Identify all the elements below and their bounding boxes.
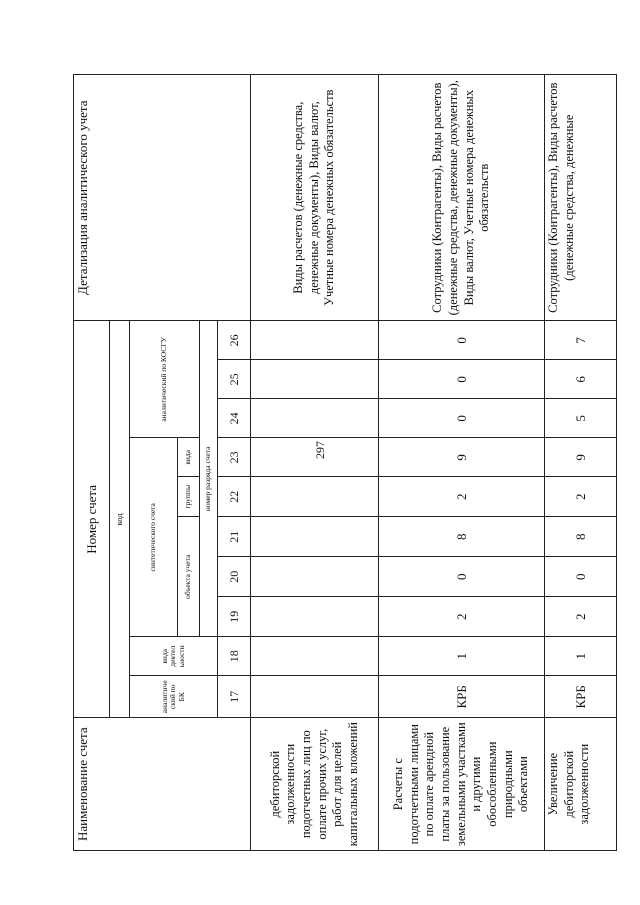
row-detail: Виды расчетов (денежные средства, денежные документы), Виды валют, Учетные номера денежных обязательств [251, 75, 379, 321]
cell: 1 [545, 637, 617, 676]
cell: 0 [379, 557, 545, 597]
cell [251, 637, 379, 676]
cell: 0 [379, 399, 545, 438]
cell [251, 517, 379, 557]
header-activity: вида деятел ьности [130, 637, 218, 676]
header-synthetic: синтетического счета [130, 438, 178, 637]
cell [251, 676, 379, 718]
col-17: 17 [218, 676, 251, 718]
cell: 0 [379, 321, 545, 360]
cell: 0 [379, 360, 545, 399]
row-name: дебиторской задолженности подотчетных лиц по оплате прочих услуг, работ для целей капитальных вложений [251, 718, 379, 851]
cell [251, 597, 379, 637]
cell [251, 321, 379, 360]
col-23: 23 [218, 438, 251, 477]
cell [251, 399, 379, 438]
row-name: Расчеты с подотчетными лицами по оплате арендной платы за пользование земельными участками и другими обособленными природными объектами [379, 718, 545, 851]
table-row [251, 75, 379, 851]
col-20: 20 [218, 557, 251, 597]
header-analytic-bk: аналитиче ский по БК [130, 676, 218, 718]
header-account-number: Номер счета [74, 321, 110, 718]
row-detail: Сотрудники (Контрагенты), Виды расчетов (денежные средства, денежные [545, 75, 617, 321]
row-detail: Сотрудники (Контрагенты), Виды расчетов (денежные средства, денежные документы), Виды валют, Учетные номера денежных обязательств [379, 75, 545, 321]
cell: 9 [379, 438, 545, 477]
cell: 6 [545, 360, 617, 399]
cell: 8 [379, 517, 545, 557]
header-group: группы [178, 477, 200, 517]
table-row [379, 75, 545, 851]
cell [251, 477, 379, 517]
cell: 2 [379, 597, 545, 637]
col-21: 21 [218, 517, 251, 557]
cell: 9 [545, 438, 617, 477]
cell: 0 [545, 557, 617, 597]
row-name: Увеличение дебиторской задолженности [545, 718, 617, 851]
cell: 2 [545, 477, 617, 517]
col-18: 18 [218, 637, 251, 676]
cell: 8 [545, 517, 617, 557]
cell: КРБ [379, 676, 545, 718]
cell: 7 [545, 321, 617, 360]
col-25: 25 [218, 360, 251, 399]
cell [251, 438, 379, 477]
table-row [545, 75, 617, 851]
header-detail: Детализация аналитического учета [74, 75, 251, 321]
cell: КРБ [545, 676, 617, 718]
header-digit-number: номер разряда счета [200, 321, 218, 637]
page-number: 297 [313, 441, 327, 459]
cell: 5 [545, 399, 617, 438]
cell [251, 360, 379, 399]
cell: 2 [545, 597, 617, 637]
header-analytic-kosgu: аналитический по КОСГУ [130, 321, 200, 438]
rotated-table-container [73, 74, 616, 851]
col-26: 26 [218, 321, 251, 360]
col-22: 22 [218, 477, 251, 517]
col-19: 19 [218, 597, 251, 637]
header-code: код [110, 321, 130, 718]
header-name: Наименование счета [74, 718, 251, 851]
cell: 1 [379, 637, 545, 676]
header-object: объекта учета [178, 517, 200, 637]
col-24: 24 [218, 399, 251, 438]
cell: 2 [379, 477, 545, 517]
header-kind: вида [178, 438, 200, 477]
account-table [73, 74, 617, 851]
cell [251, 557, 379, 597]
